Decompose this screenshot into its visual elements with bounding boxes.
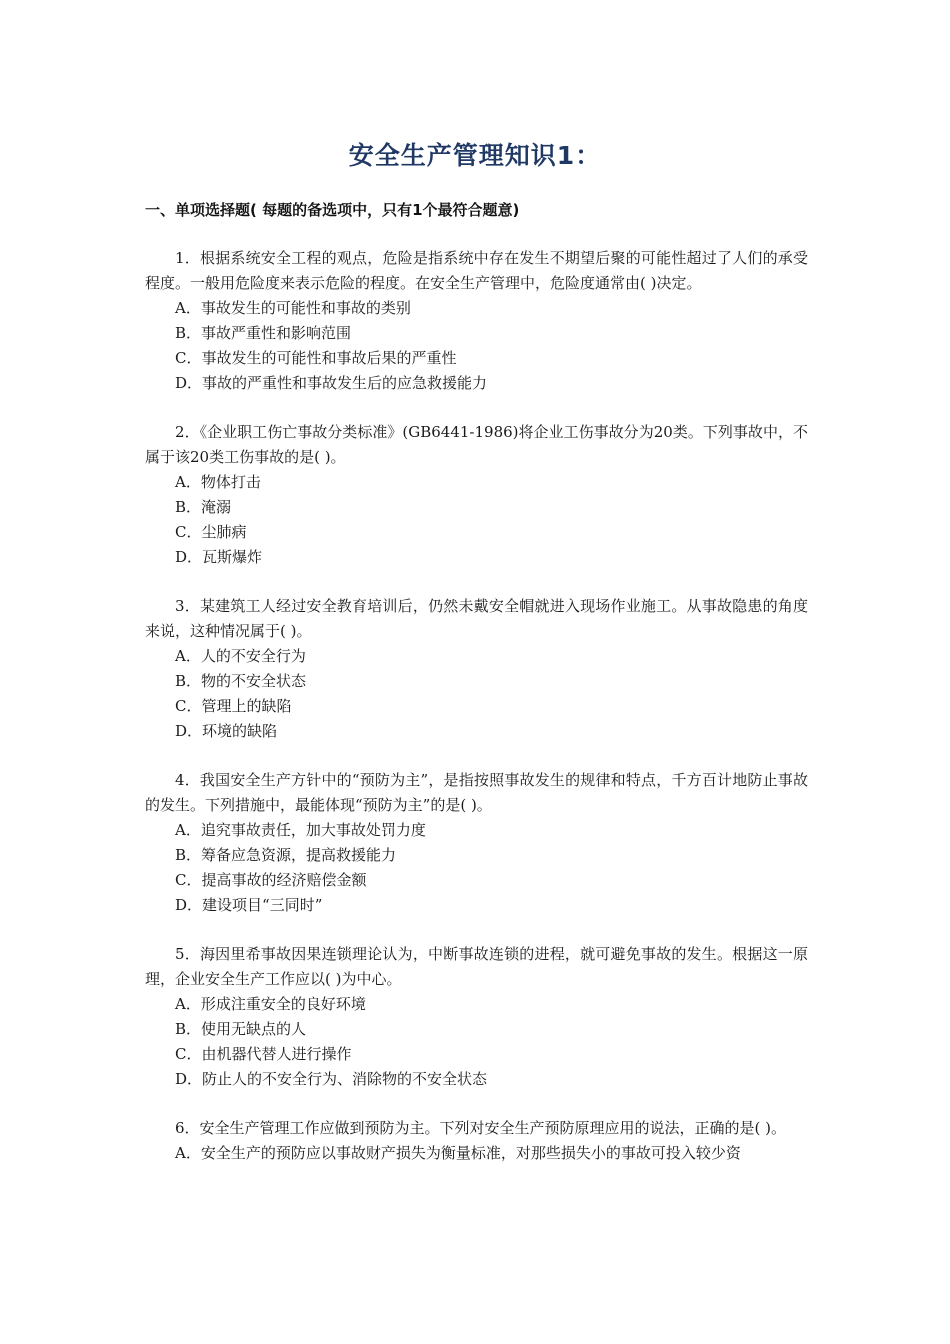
answer-option: B．淹溺 [175, 498, 232, 516]
answer-option: A．安全生产的预防应以事故财产损失为衡量标准，对那些损失小的事故可投入较少资 [175, 1144, 741, 1162]
question-1 [145, 246, 808, 396]
answer-option: B．使用无缺点的人 [175, 1020, 307, 1038]
question-5 [145, 942, 808, 1092]
question-4 [145, 768, 808, 918]
answer-option: D．建设项目“三同时” [175, 896, 323, 914]
answer-option: D．事故的严重性和事故发生后的应急救援能力 [175, 374, 488, 392]
answer-option: A．人的不安全行为 [175, 647, 306, 665]
option-list [145, 296, 808, 396]
question-6 [145, 1116, 808, 1166]
question-stem: 4．我国安全生产方针中的“预防为主”，是指按照事故发生的规律和特点，千方百计地防止事故的发生。下列措施中，最能体现“预防为主”的是( )。 [145, 771, 808, 814]
option-list [145, 644, 808, 744]
question-stem: 2．《企业职工伤亡事故分类标准》(GB6441-1986)将企业工伤事故分为20类。下列事故中，不属于该20类工伤事故的是( )。 [145, 423, 808, 466]
answer-option: D．瓦斯爆炸 [175, 548, 263, 566]
answer-option: B．物的不安全状态 [175, 672, 307, 690]
question-stem: 5．海因里希事故因果连锁理论认为，中断事故连锁的进程，就可避免事故的发生。根据这一原理，企业安全生产工作应以( )为中心。 [145, 945, 808, 988]
answer-option: A．形成注重安全的良好环境 [175, 995, 366, 1013]
question-2 [145, 420, 808, 570]
question-list [145, 246, 808, 1190]
answer-option: D．防止人的不安全行为、消除物的不安全状态 [175, 1070, 488, 1088]
question-3 [145, 594, 808, 744]
option-list [145, 992, 808, 1092]
section-heading: 一、单项选择题( 每题的备选项中，只有1个最符合题意) [145, 201, 520, 219]
option-list [145, 470, 808, 570]
option-list [145, 1141, 808, 1166]
answer-option: C．事故发生的可能性和事故后果的严重性 [175, 349, 457, 367]
answer-option: B．筹备应急资源，提高救援能力 [175, 846, 397, 864]
question-stem: 1．根据系统安全工程的观点，危险是指系统中存在发生不期望后聚的可能性超过了人们的承受程度。一般用危险度来表示危险的程度。在安全生产管理中，危险度通常由( )决定。 [145, 249, 808, 292]
answer-option: B．事故严重性和影响范围 [175, 324, 352, 342]
answer-option: C．提高事故的经济赔偿金额 [175, 871, 367, 889]
option-list [145, 818, 808, 918]
answer-option: A．事故发生的可能性和事故的类别 [175, 299, 411, 317]
question-stem: 3．某建筑工人经过安全教育培训后，仍然未戴安全帽就进入现场作业施工。从事故隐患的角度来说，这种情况属于( )。 [145, 597, 808, 640]
answer-option: C．由机器代替人进行操作 [175, 1045, 352, 1063]
answer-option: A．物体打击 [175, 473, 261, 491]
answer-option: C．管理上的缺陷 [175, 697, 292, 715]
answer-option: A．追究事故责任，加大事故处罚力度 [175, 821, 426, 839]
answer-option: C．尘肺病 [175, 523, 247, 541]
answer-option: D．环境的缺陷 [175, 722, 278, 740]
question-stem: 6．安全生产管理工作应做到预防为主。下列对安全生产预防原理应用的说法，正确的是( )。 [175, 1119, 787, 1137]
document-title: 安全生产管理知识1： [348, 141, 602, 170]
